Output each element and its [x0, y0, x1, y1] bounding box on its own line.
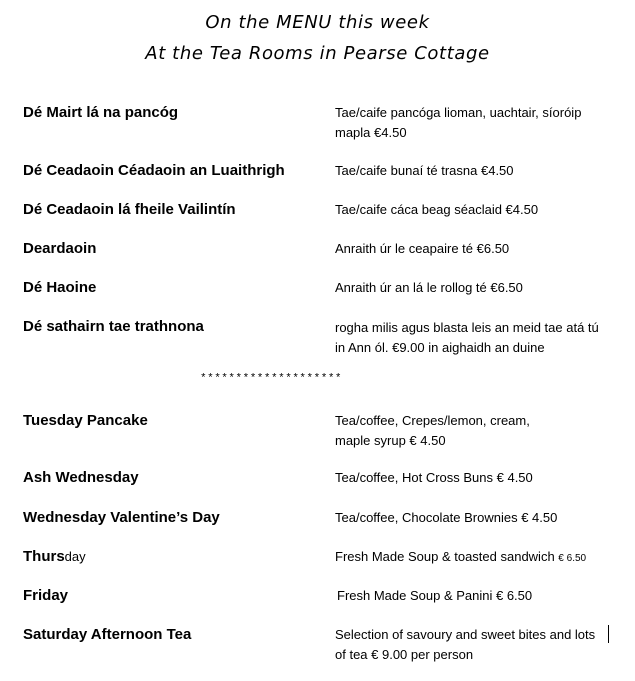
english-day-tuesday: Tuesday Pancake [23, 412, 148, 429]
desc-line: maple syrup € 4.50 [335, 433, 446, 448]
desc-price: € 6.50 [558, 553, 587, 564]
english-desc-saturday [335, 625, 615, 665]
desc-line: mapla €4.50 [335, 125, 407, 140]
section-separator: ******************** [200, 373, 343, 385]
irish-desc-valentines: Tae/caife cáca beag séaclaid €4.50 [335, 202, 539, 217]
irish-day-tuesday: Dé Mairt lá na pancóg [23, 104, 179, 121]
irish-desc-tuesday [335, 103, 615, 143]
irish-desc-saturday [335, 318, 615, 358]
desc-line: in Ann ól. €9.00 in aighaidh an duine [335, 340, 545, 355]
desc-line: Tae/caife pancóga lioman, uachtair, síoróip [335, 105, 582, 120]
menu-subtitle: At the Tea Rooms in Pearse Cottage [145, 43, 490, 64]
english-desc-valentines: Tea/coffee, Chocolate Brownies € 4.50 [335, 510, 558, 525]
desc-line: Selection of savoury and sweet bites and lots [335, 627, 596, 642]
desc-line: rogha milis agus blasta leis an meid tae atá tú [335, 320, 599, 335]
english-day-saturday: Saturday Afternoon Tea [23, 626, 192, 643]
english-desc-tuesday [335, 411, 615, 451]
irish-day-ash-wednesday: Dé Ceadaoin Céadaoin an Luaithrigh [23, 162, 285, 179]
irish-desc-thursday: Anraith úr le ceapaire té €6.50 [335, 241, 510, 256]
text-cursor-mark [608, 625, 609, 643]
irish-day-thursday: Deardaoin [23, 240, 97, 257]
english-day-thursday [23, 548, 86, 565]
english-desc-thursday [335, 547, 615, 569]
english-day-friday: Friday [23, 587, 69, 604]
day-main: Thurs [23, 548, 65, 565]
english-desc-ash-wednesday: Tea/coffee, Hot Cross Buns € 4.50 [335, 470, 533, 485]
irish-day-saturday: Dé sathairn tae trathnona [23, 318, 204, 335]
irish-day-friday: Dé Haoine [23, 279, 97, 296]
irish-desc-friday: Anraith úr an lá le rollog té €6.50 [335, 280, 523, 295]
day-tail: day [64, 549, 86, 564]
english-day-valentines: Wednesday Valentine’s Day [23, 509, 220, 526]
desc-line: Tea/coffee, Crepes/lemon, cream, [335, 413, 530, 428]
desc-line: of tea € 9.00 per person [335, 647, 474, 662]
english-day-ash-wednesday: Ash Wednesday [23, 469, 139, 486]
english-desc-friday: Fresh Made Soup & Panini € 6.50 [337, 588, 533, 603]
menu-title: On the MENU this week [205, 12, 430, 33]
irish-day-valentines: Dé Ceadaoin lá fheile Vailintín [23, 201, 236, 218]
irish-desc-ash-wednesday: Tae/caife bunaí té trasna €4.50 [335, 163, 514, 178]
desc-main: Fresh Made Soup & toasted sandwich [335, 549, 559, 564]
